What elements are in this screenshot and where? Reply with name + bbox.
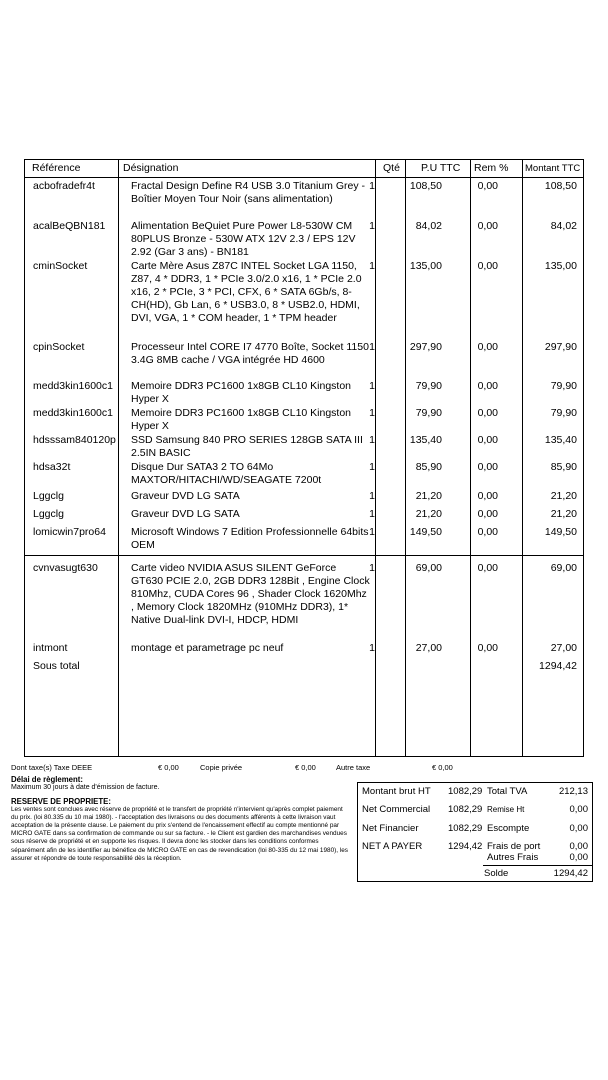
col-divider xyxy=(118,160,119,756)
invoice-table xyxy=(24,159,584,757)
item-quantity: 1 xyxy=(369,341,375,353)
payment-terms xyxy=(11,775,351,863)
item-discount: 0,00 xyxy=(477,180,498,192)
tax-autre-value: € 0,00 xyxy=(432,763,453,772)
commercial-value: 1082,29 xyxy=(448,804,483,815)
header-designation: Désignation xyxy=(123,162,179,174)
payer-value: 1294,42 xyxy=(448,841,483,852)
item-amount: 135,00 xyxy=(544,260,577,272)
item-unit-price: 21,20 xyxy=(415,490,442,502)
brut-value: 1082,29 xyxy=(448,786,483,797)
item-unit-price: 135,40 xyxy=(409,434,442,446)
subtotal-label: Sous total xyxy=(33,660,80,672)
item-designation: montage et parametrage pc neuf xyxy=(131,642,284,654)
payer-label: NET A PAYER xyxy=(362,841,423,852)
col-divider xyxy=(375,160,376,756)
item-amount: 69,00 xyxy=(550,562,577,574)
reserve-title: RESERVE DE PROPRIETE: xyxy=(11,796,111,806)
header-quantity: Qté xyxy=(383,162,400,174)
item-reference: medd3kin1600c1 xyxy=(33,407,113,419)
col-divider xyxy=(405,160,406,756)
item-designation: Memoire DDR3 PC1600 1x8GB CL10 Kingston Hyper X xyxy=(131,380,352,405)
item-discount: 0,00 xyxy=(477,220,498,232)
totals-box xyxy=(357,782,593,882)
item-unit-price: 297,90 xyxy=(409,341,442,353)
item-reference: Lggclg xyxy=(33,508,64,520)
item-reference: cvnvasugt630 xyxy=(33,562,98,574)
item-quantity: 1 xyxy=(369,180,375,192)
solde-value: 1294,42 xyxy=(553,868,588,879)
tax-copie-label: Copie privée xyxy=(200,763,243,772)
port-label: Frais de port xyxy=(487,841,541,852)
header-divider xyxy=(25,177,583,178)
solde-divider xyxy=(483,865,592,866)
remise-value: 0,00 xyxy=(569,804,588,815)
item-amount: 21,20 xyxy=(550,490,577,502)
item-reference: lomicwin7pro64 xyxy=(33,526,106,538)
item-unit-price: 84,02 xyxy=(415,220,442,232)
autres-label: Autres Frais xyxy=(487,852,539,863)
header-amount: Montant TTC xyxy=(525,163,581,174)
item-reference: medd3kin1600c1 xyxy=(33,380,113,392)
brut-label: Montant brut HT xyxy=(362,786,431,797)
item-unit-price: 135,00 xyxy=(409,260,442,272)
item-discount: 0,00 xyxy=(477,508,498,520)
item-quantity: 1 xyxy=(369,380,375,392)
escompte-label: Escompte xyxy=(487,823,530,834)
header-discount: Rem % xyxy=(474,162,509,174)
item-designation: Microsoft Windows 7 Edition Professionnelle 64bits OEM xyxy=(131,526,369,551)
item-discount: 0,00 xyxy=(477,407,498,419)
item-amount: 21,20 xyxy=(550,508,577,520)
row-divider xyxy=(25,555,583,556)
item-unit-price: 27,00 xyxy=(415,642,442,654)
item-unit-price: 85,90 xyxy=(415,461,442,473)
item-discount: 0,00 xyxy=(477,461,498,473)
item-discount: 0,00 xyxy=(477,642,498,654)
item-designation: Carte Mère Asus Z87C INTEL Socket LGA 1150, Z87, 4 * DDR3, 1 * PCIe 3.0/2.0 x16, 1 * PCIe 2.0 x16, 2 * PCIe, 3 * PCI, CFX, 6 * SATA 6Gb/s, 8-CH(HD), Gb Lan, 6 * USB3.0, 8 * USB2.0, HDMI, DVI, VGA, 1 * COM header, 1 * TPM header xyxy=(131,260,362,324)
item-amount: 85,90 xyxy=(550,461,577,473)
item-reference: acbofradefr4t xyxy=(33,180,95,192)
item-unit-price: 21,20 xyxy=(415,508,442,520)
item-reference: acalBeQBN181 xyxy=(33,220,106,232)
remise-label: Remise Ht xyxy=(487,805,525,814)
item-designation: Memoire DDR3 PC1600 1x8GB CL10 Kingston Hyper X xyxy=(131,407,352,432)
item-amount: 108,50 xyxy=(544,180,577,192)
item-quantity: 1 xyxy=(369,407,375,419)
item-reference: intmont xyxy=(33,642,68,654)
tax-copie-value: € 0,00 xyxy=(295,763,316,772)
item-discount: 0,00 xyxy=(477,260,498,272)
financier-label: Net Financier xyxy=(362,823,419,834)
item-designation: Carte video NVIDIA ASUS SILENT GeForce GT630 PCIE 2.0, 2GB DDR3 128Bit , Engine Clock 810Mhz, CUDA Cores 96 , Shader Clock 1620Mhz , Memory Clock 1820MHz (910MHz DDR3), 1* Native Dual-link DVI-I, HDCP, HDMI xyxy=(131,562,370,626)
item-designation: Fractal Design Define R4 USB 3.0 Titanium Grey - Boîtier Moyen Tour Noir (sans alimentation) xyxy=(131,180,366,205)
col-divider xyxy=(522,160,523,756)
tax-autre-label: Autre taxe xyxy=(336,763,371,772)
autres-value: 0,00 xyxy=(569,852,588,863)
item-reference: hdsa32t xyxy=(33,461,71,473)
item-quantity: 1 xyxy=(369,220,375,232)
item-designation: Processeur Intel CORE I7 4770 Boîte, Socket 1150 3.4G 8MB cache / VGA intégrée HD 4600 xyxy=(131,341,369,366)
tva-value: 212,13 xyxy=(558,786,588,797)
item-discount: 0,00 xyxy=(477,380,498,392)
item-quantity: 1 xyxy=(369,490,375,502)
port-value: 0,00 xyxy=(569,841,588,852)
item-amount: 79,90 xyxy=(550,407,577,419)
tax-deee-value: € 0,00 xyxy=(158,763,179,772)
col-divider xyxy=(470,160,471,756)
item-discount: 0,00 xyxy=(477,341,498,353)
item-unit-price: 79,90 xyxy=(415,380,442,392)
header-unit-price: P.U TTC xyxy=(421,162,461,174)
item-reference: Lggclg xyxy=(33,490,64,502)
item-quantity: 1 xyxy=(369,508,375,520)
commercial-label: Net Commercial xyxy=(362,804,431,815)
item-quantity: 1 xyxy=(369,434,375,446)
item-reference: cpinSocket xyxy=(33,341,85,353)
item-quantity: 1 xyxy=(369,642,375,654)
item-amount: 297,90 xyxy=(544,341,577,353)
item-amount: 27,00 xyxy=(550,642,577,654)
solde-label: Solde xyxy=(484,868,509,879)
item-unit-price: 69,00 xyxy=(415,562,442,574)
item-quantity: 1 xyxy=(369,461,375,473)
item-discount: 0,00 xyxy=(477,434,498,446)
item-quantity: 1 xyxy=(369,526,375,538)
escompte-value: 0,00 xyxy=(569,823,588,834)
delai-text: Maximum 30 jours à date d'émission de facture. xyxy=(11,784,160,791)
item-discount: 0,00 xyxy=(477,526,498,538)
item-quantity: 1 xyxy=(369,260,375,272)
financier-value: 1082,29 xyxy=(448,823,483,834)
delai-title: Délai de règlement: xyxy=(11,775,83,784)
item-designation: Alimentation BeQuiet Pure Power L8-530W CM 80PLUS Bronze - 530W ATX 12V 2.3 / EPS 12V 2.92 (Gar 3 ans) - BN181 xyxy=(131,220,356,258)
item-designation: SSD Samsung 840 PRO SERIES 128GB SATA III 2.5IN BASIC xyxy=(131,434,363,459)
item-discount: 0,00 xyxy=(477,562,498,574)
item-reference: cminSocket xyxy=(33,260,88,272)
tva-label: Total TVA xyxy=(487,786,528,797)
item-designation: Disque Dur SATA3 2 TO 64Mo MAXTOR/HITACHI/WD/SEAGATE 7200t xyxy=(131,461,322,486)
item-amount: 135,40 xyxy=(544,434,577,446)
item-reference: hdsssam840120p xyxy=(33,434,116,446)
item-amount: 149,50 xyxy=(544,526,577,538)
header-reference: Référence xyxy=(32,162,81,174)
tax-deee-label: Dont taxe(s) Taxe DEEE xyxy=(11,763,93,772)
subtotal-value: 1294,42 xyxy=(539,660,577,672)
item-unit-price: 149,50 xyxy=(409,526,442,538)
item-amount: 79,90 xyxy=(550,380,577,392)
item-unit-price: 79,90 xyxy=(415,407,442,419)
item-designation: Graveur DVD LG SATA xyxy=(131,490,240,502)
item-unit-price: 108,50 xyxy=(409,180,442,192)
item-amount: 84,02 xyxy=(550,220,577,232)
item-quantity: 1 xyxy=(369,562,375,574)
item-designation: Graveur DVD LG SATA xyxy=(131,508,240,520)
reserve-text: Les ventes sont conclues avec réserve de propriété et le transfert de propriété n'intervient qu'après complet paiement du prix. (loi 80.335 du 10 mai 1980). - l'acceptation des livraisons ou des documents afférents à cette livraison vaut acceptation de la présente clause. Le paiement du prix s'entend de l'encaissement effectif au compte mentionné par MICRO GATE dans sa confirmation de commande ou sur sa facture. - le Client est gardien des marchandises vendues sous réserve de propriété et en supporte les risques. Il devra donc les stocker dans les conditions conformes séparément afin de les identifier au bénéfice de MICRO GATE en cas de revendication (loi 80-335 du 12 mai 1980), les assurer et répondre de toute responsabilité dès la réception. xyxy=(11,805,348,862)
item-discount: 0,00 xyxy=(477,490,498,502)
